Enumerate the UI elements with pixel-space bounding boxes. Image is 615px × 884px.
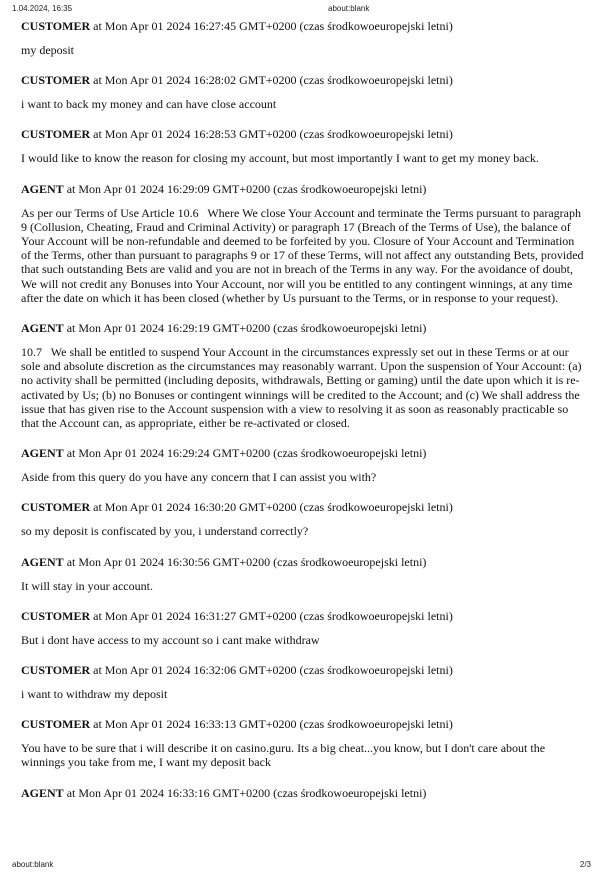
chat-transcript (21, 16, 587, 803)
message-meta (21, 606, 587, 626)
message-text: But i dont have access to my account so i cant make withdraw (21, 632, 320, 647)
sender-role: CUSTOMER (21, 19, 91, 33)
message-text: 10.7 We shall be entitled to suspend Your Account in the circumstances expressly set out in these Terms or at our sole and absolute discretion as the circumstances may reasonably warrant. Upon the suspension of Your Account: (a) no activity shall be permitted (including deposits, withdrawals, Betting or gaming) until the date upon which it is re-activated by Us; (b) no Bonuses or contingent winnings will be credited to the Account; and (c) We shall address the issue that has given rise to the Account suspension with a view to resolving it as soon as reasonably practicable so that the Account can, as appropriate, either be re-activated or closed. (21, 345, 585, 431)
message-meta (21, 124, 587, 144)
page-number: 2/3 (579, 860, 591, 869)
message-text: It will stay in your account. (21, 578, 153, 593)
print-footer (0, 860, 615, 874)
message-meta (21, 552, 587, 572)
sender-role: CUSTOMER (21, 127, 91, 142)
sender-role: AGENT (21, 554, 64, 569)
message-meta (21, 16, 587, 36)
print-page-title: about:blank (328, 4, 370, 13)
message-text: As per our Terms of Use Article 10.6 Where We close Your Account and terminate the Terms pursuant to paragraph 9 (Collusion, Cheating, Fraud and Criminal Activity) or paragraph 17 (Breach of the Terms of Use), the balance of Your Account will be non-refundable and deemed to be forfeited by you. Closure of Your Account and Termination of the Terms, other than pursuant to paragraphs 9 or 17 of these Terms, will not affect any outstanding Bets, provided that such outstanding Bets are valid and you are not in breach of the Terms in any way. For the avoidance of doubt, We will not credit any Bonuses into Your Account, nor will you be entitled to any contingent winnings, at any time after the date on which it has been closed (whether by Us pursuant to the Terms, or in response to your request). (21, 205, 587, 305)
sender-role: CUSTOMER (21, 73, 91, 88)
timestamp: at Mon Apr 01 2024 16:28:02 GMT+0200 (czas środkowoeuropejski letni) (93, 73, 453, 88)
timestamp: at Mon Apr 01 2024 16:28:53 GMT+0200 (czas środkowoeuropejski letni) (93, 127, 453, 142)
print-datetime: 1.04.2024, 16:35 (12, 4, 73, 13)
sender-role: CUSTOMER (21, 663, 91, 678)
message-meta (21, 443, 587, 463)
timestamp: at Mon Apr 01 2024 16:29:09 GMT+0200 (czas środkowoeuropejski letni) (66, 181, 427, 196)
sender-role: CUSTOMER (21, 717, 91, 732)
message-meta (21, 714, 587, 734)
timestamp: at Mon Apr 01 2024 16:31:27 GMT+0200 (czas środkowoeuropejski letni) (93, 608, 453, 623)
timestamp: at Mon Apr 01 2024 16:32:06 GMT+0200 (czas środkowoeuropejski letni) (93, 663, 453, 678)
timestamp: at Mon Apr 01 2024 16:29:19 GMT+0200 (czas środkowoeuropejski letni) (66, 321, 427, 336)
message-meta (21, 660, 587, 680)
timestamp: at Mon Apr 01 2024 16:33:16 GMT+0200 (czas środkowoeuropejski letni) (66, 785, 427, 800)
sender-role: AGENT (21, 785, 64, 800)
sender-role: CUSTOMER (21, 608, 91, 623)
message-text: so my deposit is confiscated by you, i understand correctly? (21, 524, 309, 539)
message-text: i want to back my money and can have close account (21, 97, 277, 112)
timestamp: at Mon Apr 01 2024 16:27:45 GMT+0200 (czas środkowoeuropejski letni) (93, 19, 453, 33)
timestamp: at Mon Apr 01 2024 16:30:20 GMT+0200 (czas środkowoeuropejski letni) (93, 500, 453, 515)
message-text: i want to withdraw my deposit (21, 687, 168, 702)
sender-role: AGENT (21, 321, 64, 336)
timestamp: at Mon Apr 01 2024 16:29:24 GMT+0200 (czas środkowoeuropejski letni) (66, 446, 427, 461)
message-text: You have to be sure that i will describe it on casino.guru. Its a big cheat...you know, but I don't care about the winnings you take from me, I want my deposit back (21, 741, 549, 770)
message-text: my deposit (21, 43, 74, 57)
print-url: about:blank (12, 860, 54, 869)
timestamp: at Mon Apr 01 2024 16:30:56 GMT+0200 (czas środkowoeuropejski letni) (66, 554, 427, 569)
timestamp: at Mon Apr 01 2024 16:33:13 GMT+0200 (czas środkowoeuropejski letni) (93, 717, 453, 732)
message-meta (21, 783, 587, 803)
message-text: I would like to know the reason for closing my account, but most importantly I want to get my money back. (21, 151, 539, 166)
message-meta (21, 318, 587, 338)
message-meta (21, 70, 587, 90)
sender-role: AGENT (21, 181, 64, 196)
sender-role: CUSTOMER (21, 500, 91, 515)
message-text: Aside from this query do you have any concern that I can assist you with? (21, 470, 377, 485)
message-meta (21, 497, 587, 517)
message-meta (21, 179, 587, 199)
sender-role: AGENT (21, 446, 64, 461)
